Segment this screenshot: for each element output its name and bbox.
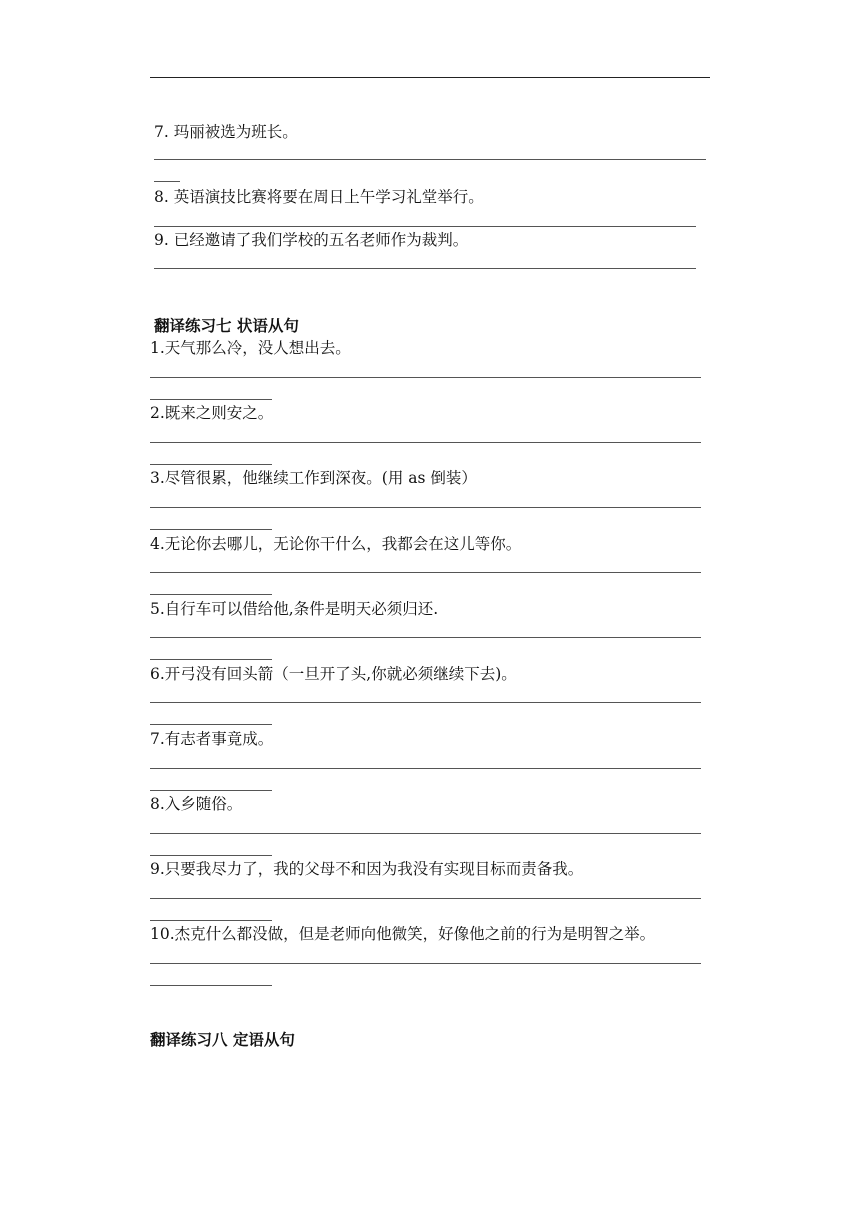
answer-line	[150, 464, 272, 465]
exercise-item: 1.天气那么冷，没人想出去。	[150, 339, 351, 357]
answer-line	[154, 268, 696, 269]
exercise-item: 7.有志者事竟成。	[150, 730, 274, 748]
answer-line	[150, 790, 272, 791]
answer-line	[150, 572, 701, 573]
answer-line	[150, 442, 701, 443]
answer-line	[150, 768, 701, 769]
answer-line	[150, 855, 272, 856]
exercise-item: 8.入乡随俗。	[150, 795, 243, 813]
answer-line	[150, 594, 272, 595]
exercise-item: 9.只要我尽力了，我的父母不和因为我没有实现目标而责备我。	[150, 860, 584, 878]
answer-line	[150, 377, 701, 378]
exercise-item: 2.既来之则安之。	[150, 404, 274, 422]
exercise-item: 9. 已经邀请了我们学校的五名老师作为裁判。	[154, 231, 469, 249]
answer-line	[154, 226, 696, 227]
answer-line	[150, 507, 701, 508]
answer-line	[150, 637, 701, 638]
answer-line	[150, 702, 701, 703]
answer-line	[154, 159, 706, 160]
answer-line	[150, 963, 701, 964]
answer-line	[150, 529, 272, 530]
answer-line	[154, 181, 180, 182]
exercise-item: 7. 玛丽被选为班长。	[154, 123, 298, 141]
answer-line	[150, 724, 272, 725]
exercise-item: 3.尽管很累，他继续工作到深夜。(用 as 倒装）	[150, 469, 477, 487]
answer-line	[150, 399, 272, 400]
answer-line	[150, 659, 272, 660]
answer-line	[150, 898, 701, 899]
exercise-item: 8. 英语演技比赛将要在周日上午学习礼堂举行。	[154, 188, 484, 206]
exercise-item: 10.杰克什么都没做，但是老师向他微笑，好像他之前的行为是明智之举。	[150, 925, 656, 943]
answer-line	[150, 985, 272, 986]
exercise-item: 6.开弓没有回头箭（一旦开了头,你就必须继续下去)。	[150, 665, 517, 683]
section-heading: 翻译练习七 状语从句	[154, 317, 299, 335]
exercise-item: 4.无论你去哪儿，无论你干什么，我都会在这儿等你。	[150, 535, 522, 553]
answer-line	[150, 833, 701, 834]
answer-line	[150, 920, 272, 921]
header-rule	[150, 77, 710, 78]
exercise-item: 5.自行车可以借给他,条件是明天必须归还.	[150, 600, 439, 618]
section-heading: 翻译练习八 定语从句	[150, 1031, 295, 1049]
